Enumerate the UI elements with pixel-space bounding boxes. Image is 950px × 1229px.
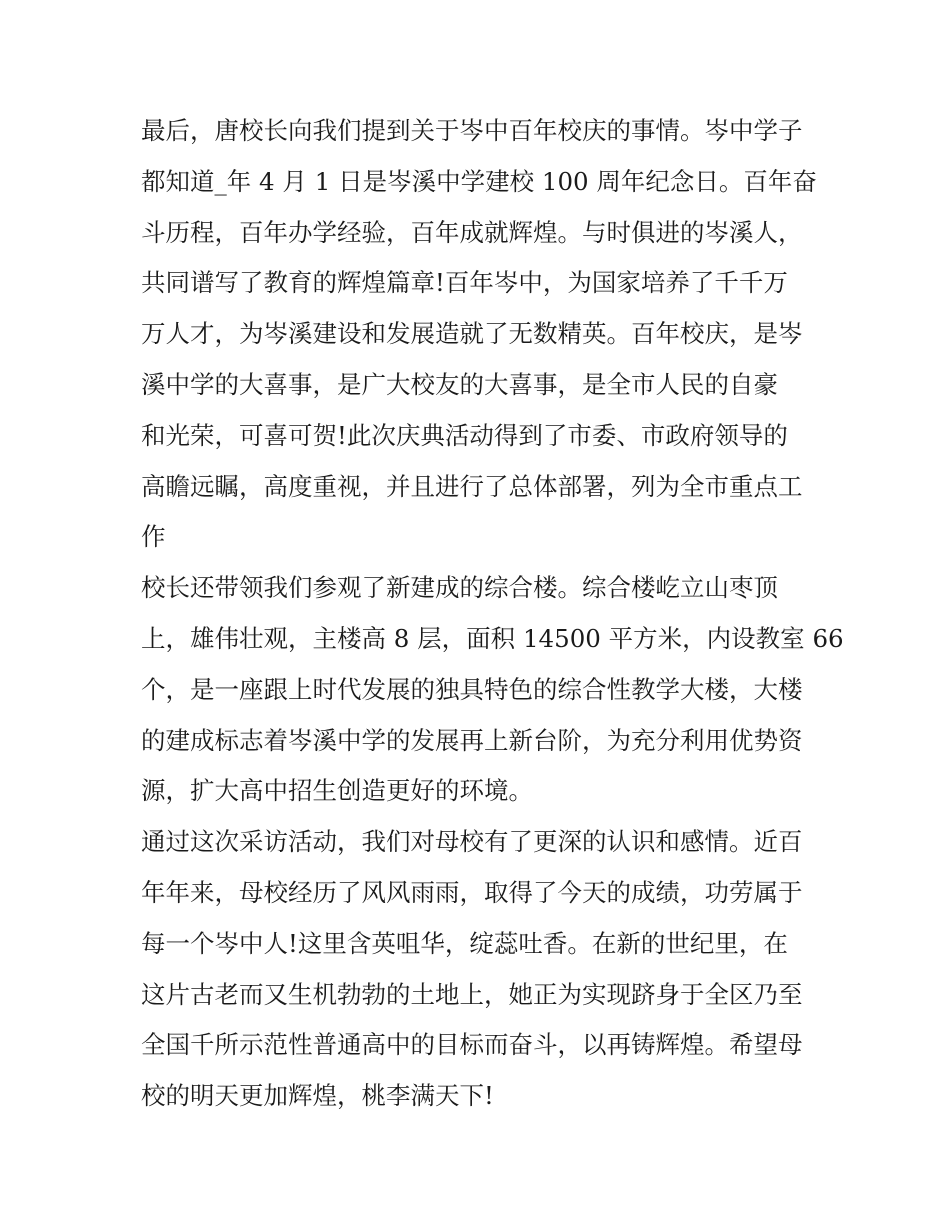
text-line: 校长还带领我们参观了新建成的综合楼。综合楼屹立山枣顶 bbox=[141, 573, 778, 603]
text-line: 最后，唐校长向我们提到关于岑中百年校庆的事情。岑中学子 bbox=[141, 116, 803, 145]
text-line: 源，扩大高中招生创造更好的环境。 bbox=[141, 776, 533, 806]
text-line: 校的明天更加辉煌，桃李满天下! bbox=[141, 1081, 494, 1111]
paragraph-centennial bbox=[141, 106, 821, 563]
text-line: 这片古老而又生机勃勃的土地上，她正为实现跻身于全区乃至 bbox=[141, 979, 803, 1009]
text-line: 全国千所示范性普通高中的目标而奋斗，以再铸辉煌。希望母 bbox=[141, 1030, 803, 1060]
paragraph-conclusion bbox=[141, 817, 821, 1122]
text-line: 都知道_年 4 月 1 日是岑溪中学建校 100 周年纪念日。百年奋 bbox=[141, 166, 817, 196]
text-line: 个，是一座跟上时代发展的独具特色的综合性教学大楼，大楼 bbox=[141, 674, 803, 704]
text-line: 通过这次采访活动，我们对母校有了更深的认识和感情。近百 bbox=[141, 827, 803, 857]
text-line: 高瞻远瞩，高度重视，并且进行了总体部署，列为全市重点工 bbox=[141, 471, 803, 501]
text-line: 年年来，母校经历了风风雨雨，取得了今天的成绩，功劳属于 bbox=[141, 877, 803, 907]
text-line: 万人才，为岑溪建设和发展造就了无数精英。百年校庆，是岑 bbox=[141, 319, 803, 349]
paragraph-complex-building bbox=[141, 563, 844, 817]
text-line: 溪中学的大喜事，是广大校友的大喜事，是全市人民的自豪 bbox=[141, 369, 778, 399]
text-line: 上，雄伟壮观，主楼高 8 层，面积 14500 平方米，内设教室 66 bbox=[141, 623, 844, 653]
text-line: 和光荣，可喜可贺!此次庆典活动得到了市委、市政府领导的 bbox=[141, 420, 788, 450]
text-line: 作 bbox=[141, 522, 166, 552]
body-text bbox=[141, 106, 844, 1122]
text-line: 斗历程，百年办学经验，百年成就辉煌。与时俱进的岑溪人， bbox=[141, 217, 803, 247]
text-line: 共同谱写了教育的辉煌篇章!百年岑中，为国家培养了千千万 bbox=[141, 268, 788, 298]
text-line: 的建成标志着岑溪中学的发展再上新台阶，为充分利用优势资 bbox=[141, 725, 803, 755]
text-line: 每一个岑中人!这里含英咀华，绽蕊吐香。在新的世纪里，在 bbox=[141, 928, 788, 958]
